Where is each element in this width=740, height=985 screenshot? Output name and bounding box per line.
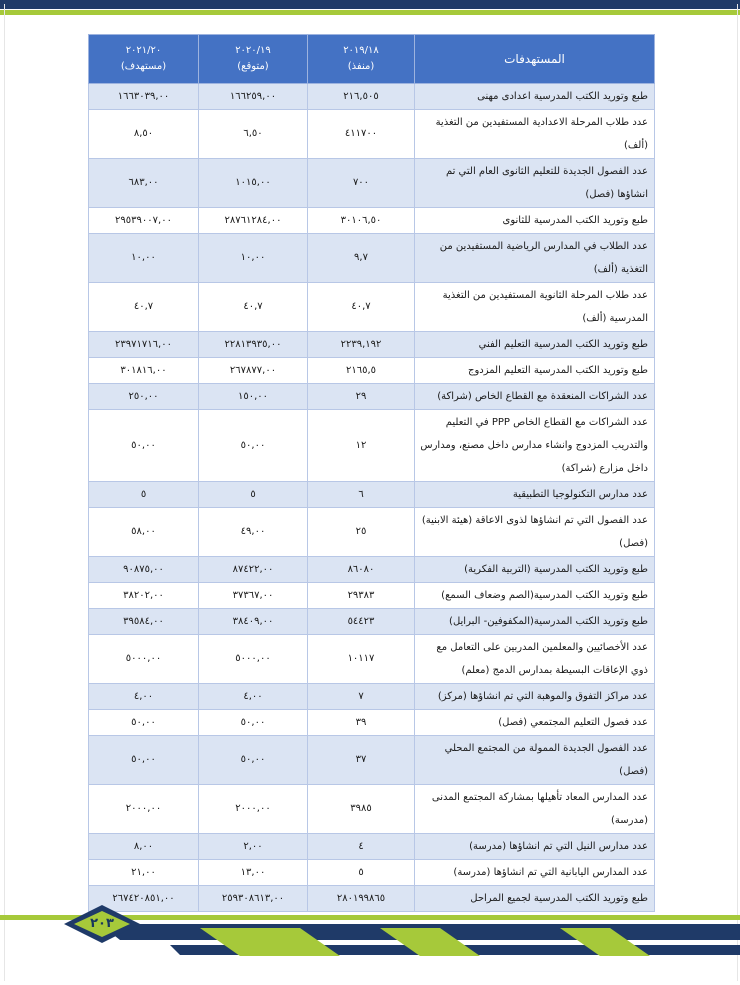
cell-goal: طبع وتوريد الكتب المدرسية لجميع المراحل <box>415 886 655 912</box>
cell-2019: ٤٠,٧ <box>308 283 415 332</box>
cell-2019: ٦ <box>308 482 415 508</box>
header-2019: ٢٠١٩/١٨ (منفذ) <box>308 35 415 84</box>
table-row <box>89 583 655 609</box>
cell-2020: ١٠,٠٠ <box>199 234 308 283</box>
table-row <box>89 234 655 283</box>
cell-2020: ٨٧٤٢٢,٠٠ <box>199 557 308 583</box>
cell-2020: ٢٠٠٠,٠٠ <box>199 785 308 834</box>
table-row <box>89 736 655 785</box>
cell-2020: ٢٥٩٣٠٨٦١٣,٠٠ <box>199 886 308 912</box>
cell-2020: ٥٠,٠٠ <box>199 410 308 482</box>
cell-goal: عدد فصول التعليم المجتمعي (فصل) <box>415 710 655 736</box>
cell-2021: ٢٩٥٣٩٠٠٧,٠٠ <box>89 208 199 234</box>
cell-2019: ٧ <box>308 684 415 710</box>
cell-2019: ١٢ <box>308 410 415 482</box>
header-2020: ٢٠٢٠/١٩ (متوقع) <box>199 35 308 84</box>
table-row <box>89 860 655 886</box>
cell-goal: عدد الطلاب في المدارس الرياضية المستفيدين من التغذية (ألف) <box>415 234 655 283</box>
cell-goal: عدد طلاب المرحلة الثانوية المستفيدين من التغذية المدرسية (ألف) <box>415 283 655 332</box>
table-row <box>89 834 655 860</box>
cell-goal: طبع وتوريد الكتب المدرسية(الصم وضعاف السمع) <box>415 583 655 609</box>
table-row <box>89 110 655 159</box>
cell-2021: ٢٥٠,٠٠ <box>89 384 199 410</box>
cell-2020: ٣٨٤٠٩,٠٠ <box>199 609 308 635</box>
table-row <box>89 785 655 834</box>
cell-2020: ٤٠,٧ <box>199 283 308 332</box>
table-row <box>89 358 655 384</box>
cell-2020: ٤٩,٠٠ <box>199 508 308 557</box>
cell-goal: عدد المدارس المعاد تأهيلها بمشاركة المجتمع المدنى (مدرسة) <box>415 785 655 834</box>
cell-goal: طبع وتوريد الكتب المدرسية التعليم الفني <box>415 332 655 358</box>
cell-2021: ١٠,٠٠ <box>89 234 199 283</box>
cell-2021: ٢٠٠٠,٠٠ <box>89 785 199 834</box>
cell-goal: طبع وتوريد الكتب المدرسية (التربية الفكرية) <box>415 557 655 583</box>
cell-goal: طبع وتوريد الكتب المدرسية التعليم المزدوج <box>415 358 655 384</box>
cell-2019: ٢٩٣٨٣ <box>308 583 415 609</box>
header-2021: ٢٠٢١/٢٠ (مستهدف) <box>89 35 199 84</box>
cell-2019: ٣٩ <box>308 710 415 736</box>
cell-goal: عدد الفصول التي تم انشاؤها لذوى الاعاقة (هيئة الابنية) (فصل) <box>415 508 655 557</box>
cell-2020: ١٥٠,٠٠ <box>199 384 308 410</box>
cell-2019: ٩,٧ <box>308 234 415 283</box>
cell-2019: ١٠١١٧ <box>308 635 415 684</box>
top-decorative-bar <box>0 0 740 28</box>
cell-2021: ٢١,٠٠ <box>89 860 199 886</box>
table-row <box>89 710 655 736</box>
cell-2021: ٥٠٠٠,٠٠ <box>89 635 199 684</box>
cell-2021: ٨,٠٠ <box>89 834 199 860</box>
page-number: ٢٠٣ <box>90 916 114 931</box>
cell-2019: ٤١١٧٠٠ <box>308 110 415 159</box>
targets-table <box>88 34 655 912</box>
cell-2021: ٣٩٥٨٤,٠٠ <box>89 609 199 635</box>
cell-2021: ٥٠,٠٠ <box>89 410 199 482</box>
table-row <box>89 208 655 234</box>
cell-2021: ٤,٠٠ <box>89 684 199 710</box>
table-row <box>89 283 655 332</box>
cell-2020: ٢٢٨١٣٩٣٥,٠٠ <box>199 332 308 358</box>
cell-2020: ٥٠,٠٠ <box>199 710 308 736</box>
cell-goal: عدد مراكز التفوق والموهبة التي تم انشاؤها (مركز) <box>415 684 655 710</box>
cell-2020: ١٣,٠٠ <box>199 860 308 886</box>
cell-2020: ١٦٦٢٥٩,٠٠ <box>199 84 308 110</box>
table-row <box>89 508 655 557</box>
cell-2019: ٢١٦,٥٠٥ <box>308 84 415 110</box>
table-row <box>89 332 655 358</box>
table-row <box>89 609 655 635</box>
cell-2021: ٩٠٨٧٥,٠٠ <box>89 557 199 583</box>
cell-2020: ٢٦٧٨٧٧,٠٠ <box>199 358 308 384</box>
cell-2019: ٤ <box>308 834 415 860</box>
cell-2020: ٥٠,٠٠ <box>199 736 308 785</box>
cell-goal: طبع وتوريد الكتب المدرسية اعدادى مهنى <box>415 84 655 110</box>
cell-2019: ٣٠١٠٦,٥٠ <box>308 208 415 234</box>
cell-2019: ٨٦٠٨٠ <box>308 557 415 583</box>
table-row <box>89 557 655 583</box>
cell-goal: عدد المدارس اليابانية التي تم انشاؤها (مدرسة) <box>415 860 655 886</box>
table-row <box>89 635 655 684</box>
table-row <box>89 84 655 110</box>
cell-2020: ٢,٠٠ <box>199 834 308 860</box>
cell-2020: ١٠١٥,٠٠ <box>199 159 308 208</box>
cell-2020: ٤,٠٠ <box>199 684 308 710</box>
cell-2019: ٢٢٣٩,١٩٢ <box>308 332 415 358</box>
cell-2021: ٢٣٩٧١٧١٦,٠٠ <box>89 332 199 358</box>
cell-goal: عدد الفصول الجديدة للتعليم الثانوى العام التي تم انشاؤها (فصل) <box>415 159 655 208</box>
cell-goal: طبع وتوريد الكتب المدرسية(المكفوفين- البرايل) <box>415 609 655 635</box>
cell-2019: ٢٥ <box>308 508 415 557</box>
cell-2021: ٣٨٢٠٢,٠٠ <box>89 583 199 609</box>
table-row <box>89 684 655 710</box>
cell-2019: ٣٧ <box>308 736 415 785</box>
cell-2020: ٦,٥٠ <box>199 110 308 159</box>
table-row <box>89 159 655 208</box>
cell-2019: ٧٠٠ <box>308 159 415 208</box>
cell-2021: ٨,٥٠ <box>89 110 199 159</box>
cell-2020: ٢٨٧٦١٢٨٤,٠٠ <box>199 208 308 234</box>
cell-2021: ٥٠,٠٠ <box>89 710 199 736</box>
cell-goal: عدد الأخصائيين والمعلمين المدربين على التعامل مع ذوي الإعاقات البسيطة بمدارس الدمج (معلم) <box>415 635 655 684</box>
cell-2021: ٢٦٧٤٢٠٨٥١,٠٠ <box>89 886 199 912</box>
cell-2019: ٥٤٤٢٣ <box>308 609 415 635</box>
cell-goal: طبع وتوريد الكتب المدرسية للثانوى <box>415 208 655 234</box>
cell-2019: ٢١٦٥,٥ <box>308 358 415 384</box>
cell-goal: عدد طلاب المرحلة الاعدادية المستفيدين من التغذية (ألف) <box>415 110 655 159</box>
table-row <box>89 482 655 508</box>
cell-2019: ٣٩٨٥ <box>308 785 415 834</box>
cell-2019: ٥ <box>308 860 415 886</box>
cell-2021: ٥٠,٠٠ <box>89 736 199 785</box>
cell-2021: ١٦٦٣٠٣٩,٠٠ <box>89 84 199 110</box>
cell-2021: ٣٠١٨١٦,٠٠ <box>89 358 199 384</box>
cell-2020: ٥٠٠٠,٠٠ <box>199 635 308 684</box>
table-body <box>89 84 655 912</box>
cell-2021: ٥ <box>89 482 199 508</box>
cell-2019: ٢٩ <box>308 384 415 410</box>
table-header-row <box>89 35 655 84</box>
cell-2020: ٥ <box>199 482 308 508</box>
cell-goal: عدد الشراكات مع القطاع الخاص PPP في التعليم والتدريب المزدوج وانشاء مدارس داخل مصنع، ومدارس داخل مزارع (شراكة) <box>415 410 655 482</box>
cell-goal: عدد الفصول الجديدة الممولة من المجتمع المحلي (فصل) <box>415 736 655 785</box>
cell-goal: عدد الشراكات المنعقدة مع القطاع الخاص (شراكة) <box>415 384 655 410</box>
cell-2021: ٥٨,٠٠ <box>89 508 199 557</box>
cell-2021: ٦٨٣,٠٠ <box>89 159 199 208</box>
cell-2021: ٤٠,٧ <box>89 283 199 332</box>
table-row <box>89 384 655 410</box>
cell-2019: ٢٨٠١٩٩٨٦٥ <box>308 886 415 912</box>
table-row <box>89 410 655 482</box>
cell-2020: ٣٧٣٦٧,٠٠ <box>199 583 308 609</box>
cell-goal: عدد مدارس التكنولوجيا التطبيقية <box>415 482 655 508</box>
cell-goal: عدد مدارس النيل التي تم انشاؤها (مدرسة) <box>415 834 655 860</box>
header-goals: المستهدفات <box>415 35 655 84</box>
